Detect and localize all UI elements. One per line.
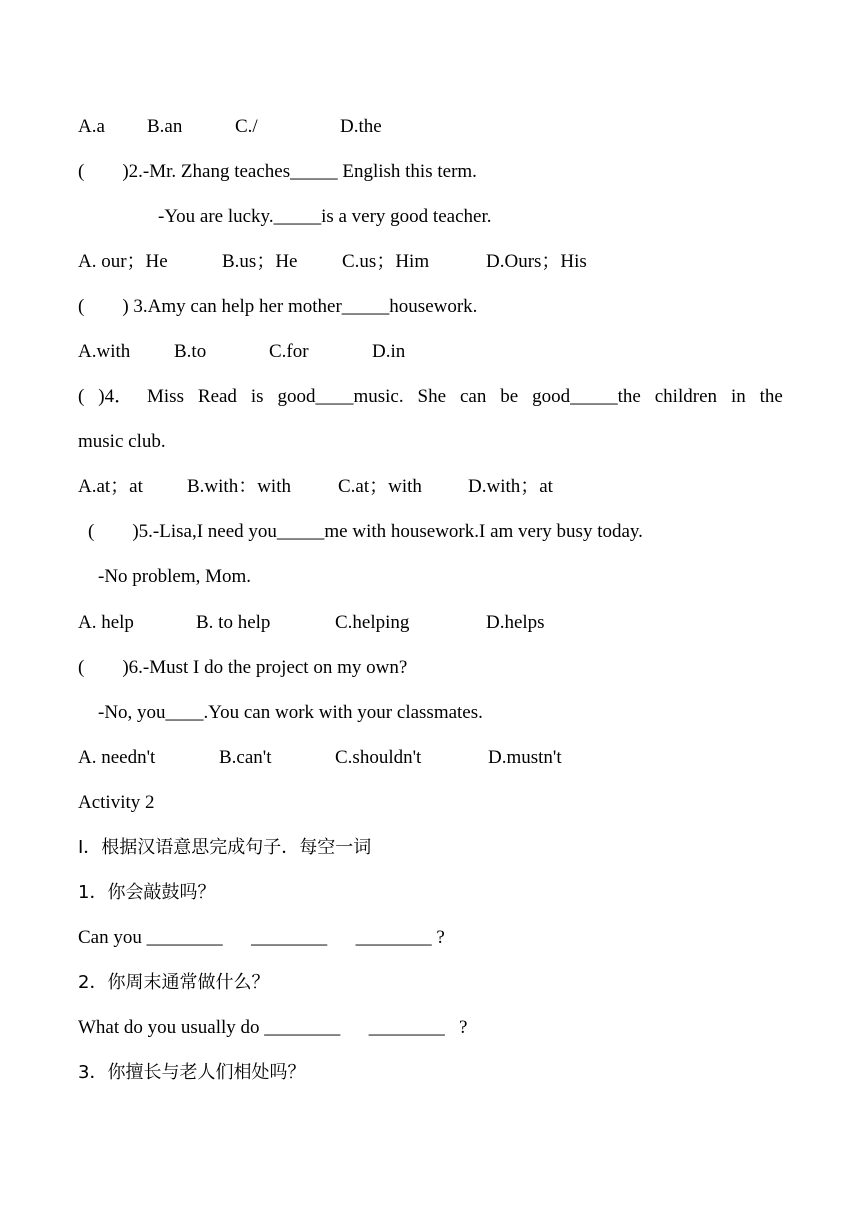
q2-option-a: A. our；He [78,251,168,272]
q5-options [78,611,778,635]
q6-options [78,746,778,770]
q1-option-d: D.the [340,116,382,137]
q4-word: be [500,386,519,407]
q2-option-d: D.Ours；His [486,251,587,272]
item-2-chinese: 2．你周末通常做什么？ [78,972,270,993]
q5-option-b: B. to help [196,612,271,633]
q3-stem: ( ) 3.Amy can help her mother_____housework. [78,296,478,317]
q4-word: ( [78,386,85,407]
q4-options [78,475,778,499]
q2-option-b: B.us；He [222,251,298,272]
q5-option-a: A. help [78,612,134,633]
q3-options [78,340,778,364]
q4-word: good____music. [277,386,404,407]
q3-option-b: B.to [174,341,207,362]
q1-option-a: A.a [78,116,105,137]
q4-word: She [417,386,447,407]
item-3-chinese: 3．你擅长与老人们相处吗？ [78,1062,306,1083]
q6-stem: ( )6.-Must I do the project on my own? [78,657,408,678]
q2-reply: -You are lucky._____is a very good teacher. [158,206,492,227]
q6-option-c: C.shouldn't [335,747,422,768]
q6-option-a: A. needn't [78,747,156,768]
section-title: Ⅰ．根据汉语意思完成句子．每空一词 [78,837,372,858]
q2-options [78,250,778,274]
q4-stem [78,385,783,409]
q4-word: in [730,386,746,407]
q4-word: children [654,386,718,407]
q4-word: good_____the [532,386,641,407]
q5-reply: -No problem, Mom. [98,566,252,587]
q3-option-c: C.for [269,341,309,362]
q4-stem-continued: music club. [78,431,166,452]
item-1-chinese: 1．你会敲鼓吗？ [78,882,216,903]
q3-option-a: A.with [78,341,131,362]
q4-word: is [250,386,264,407]
q4-word: )4． [98,386,134,407]
q4-option-d: D.with；at [468,476,553,497]
q1-option-c: C./ [235,116,258,137]
q6-option-d: D.mustn't [488,747,562,768]
q4-word: Miss [147,386,184,407]
item-2-english: What do you usually do ________ ________ ? [78,1017,468,1038]
q6-reply: -No, you____.You can work with your classmates. [98,702,483,723]
q5-option-d: D.helps [486,612,545,633]
q4-word: can [459,386,487,407]
q5-option-c: C.helping [335,612,410,633]
q4-word: the [759,386,783,407]
q1-options [78,115,778,139]
q1-option-b: B.an [147,116,183,137]
q4-option-c: C.at；with [338,476,422,497]
q6-option-b: B.can't [219,747,272,768]
q4-option-b: B.with：with [187,476,291,497]
item-1-english: Can you ________ ________ ________ ? [78,927,445,948]
q4-option-a: A.at；at [78,476,143,497]
activity-title: Activity 2 [78,792,155,813]
q2-option-c: C.us；Him [342,251,430,272]
q3-option-d: D.in [372,341,406,362]
q5-stem: ( )5.-Lisa,I need you_____me with housework.I am very busy today. [88,521,643,542]
q2-stem: ( )2.-Mr. Zhang teaches_____ English this term. [78,161,477,182]
q4-word: Read [197,386,237,407]
